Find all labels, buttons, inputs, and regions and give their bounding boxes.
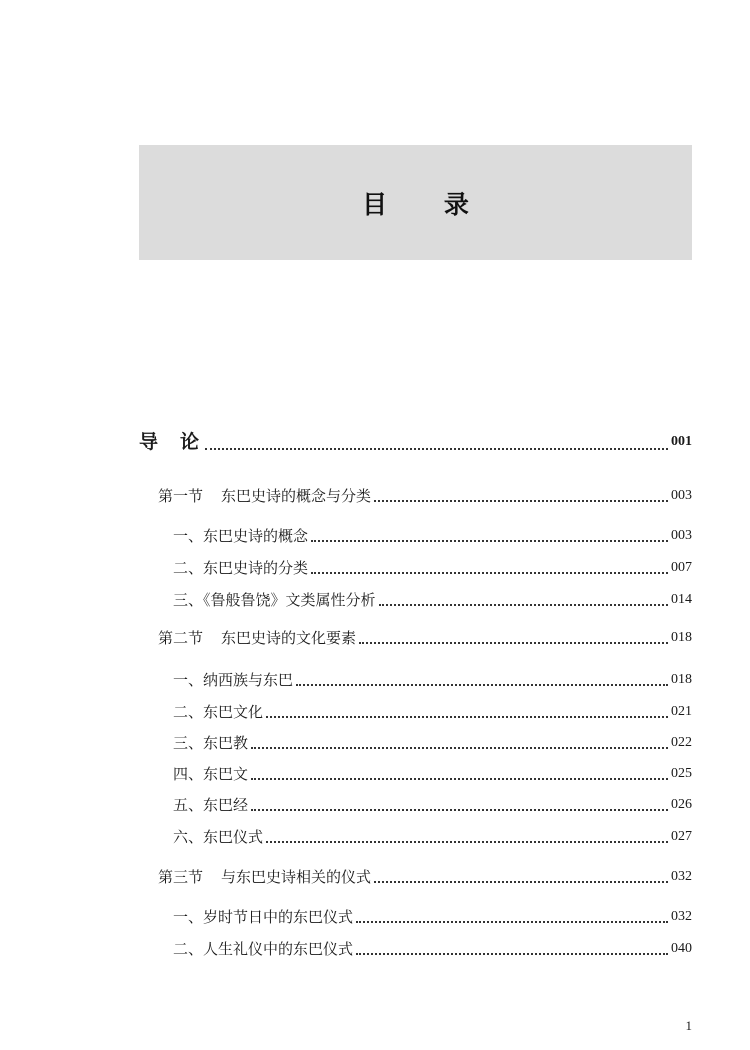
toc-entry-title: 导论 [139, 431, 222, 453]
toc-entry-label [173, 558, 308, 578]
toc-entry-label [158, 628, 356, 648]
toc-entry-label [158, 486, 371, 506]
dot-leader [311, 572, 668, 574]
page-number: 1 [685, 1018, 692, 1033]
toc-entry[interactable] [158, 628, 692, 648]
dot-leader [296, 684, 668, 686]
toc-entry-label [173, 733, 248, 753]
toc-entry-title: 东巴史诗的概念与分类 [221, 487, 372, 505]
toc-page-number: 001 [671, 434, 692, 449]
dot-leader [359, 642, 668, 644]
toc-entry-label [173, 526, 308, 546]
toc-entry-title: 四、东巴文 [173, 765, 249, 783]
toc-entry-label [173, 907, 353, 927]
toc-entry[interactable] [173, 764, 692, 784]
toc-entry-title: 三、东巴教 [173, 734, 249, 752]
dot-leader [379, 604, 668, 606]
dot-leader [311, 540, 668, 542]
toc-title: 目 录 [362, 189, 493, 219]
toc-entry-title: 五、东巴经 [173, 796, 249, 814]
toc-entry[interactable] [173, 702, 692, 722]
toc-page-number: 032 [671, 869, 692, 884]
toc-entry-title: 二、东巴文化 [173, 703, 264, 721]
toc-section-number: 第一节 [158, 487, 204, 505]
toc-entry-title: 二、人生礼仪中的东巴仪式 [173, 940, 354, 958]
toc-entry[interactable] [173, 526, 692, 546]
toc-page-number: 040 [671, 941, 692, 956]
dot-leader [266, 716, 668, 718]
dot-leader [251, 809, 668, 811]
toc-page-number: 018 [671, 630, 692, 645]
toc-page-number: 014 [671, 592, 692, 607]
toc-entry-label [173, 939, 353, 959]
toc-entry[interactable] [173, 733, 692, 753]
dot-leader [266, 841, 668, 843]
toc-entry[interactable] [173, 558, 692, 578]
toc-page-number: 003 [671, 488, 692, 503]
toc-entry-label [173, 827, 263, 847]
toc-entry-title: 六、东巴仪式 [173, 828, 264, 846]
toc-section-number: 第二节 [158, 629, 204, 647]
dot-leader [251, 747, 668, 749]
toc-entry[interactable] [173, 590, 692, 610]
toc-entry-label [158, 867, 371, 887]
toc-page-number: 025 [671, 766, 692, 781]
toc-page-number: 018 [671, 672, 692, 687]
toc-entry-label [173, 670, 293, 690]
dot-leader [374, 500, 668, 502]
dot-leader [251, 778, 668, 780]
toc-page-number: 032 [671, 909, 692, 924]
toc-page-number: 021 [671, 704, 692, 719]
toc-entry-title: 三、《鲁般鲁饶》文类属性分析 [173, 591, 376, 609]
toc-entry-label [139, 430, 221, 454]
toc-page-number: 026 [671, 797, 692, 812]
toc-entry-title: 与东巴史诗相关的仪式 [221, 868, 372, 886]
toc-entry[interactable] [139, 430, 692, 454]
toc-entry-title: 一、纳西族与东巴 [173, 671, 294, 689]
toc-page-number: 007 [671, 560, 692, 575]
toc-entry-title: 一、东巴史诗的概念 [173, 527, 309, 545]
toc-entry-label [173, 702, 263, 722]
toc-entry[interactable] [173, 795, 692, 815]
toc-entry-label [173, 764, 248, 784]
toc-page-number: 003 [671, 528, 692, 543]
toc-page-number: 027 [671, 829, 692, 844]
toc-entry[interactable] [158, 867, 692, 887]
toc-entry[interactable] [173, 907, 692, 927]
dot-leader [356, 921, 668, 923]
dot-leader [374, 881, 668, 883]
toc-entry-label [173, 590, 376, 610]
dot-leader [205, 448, 668, 450]
toc-entry-title: 东巴史诗的文化要素 [221, 629, 357, 647]
toc-section-number: 第三节 [158, 868, 204, 886]
toc-entry[interactable] [173, 670, 692, 690]
toc-entry[interactable] [173, 827, 692, 847]
dot-leader [356, 953, 668, 955]
toc-entry-title: 一、岁时节日中的东巴仪式 [173, 908, 354, 926]
toc-entry[interactable] [173, 939, 692, 959]
toc-page-number: 022 [671, 735, 692, 750]
toc-entry-title: 二、东巴史诗的分类 [173, 559, 309, 577]
toc-entry[interactable] [158, 486, 692, 506]
toc-entry-label [173, 795, 248, 815]
